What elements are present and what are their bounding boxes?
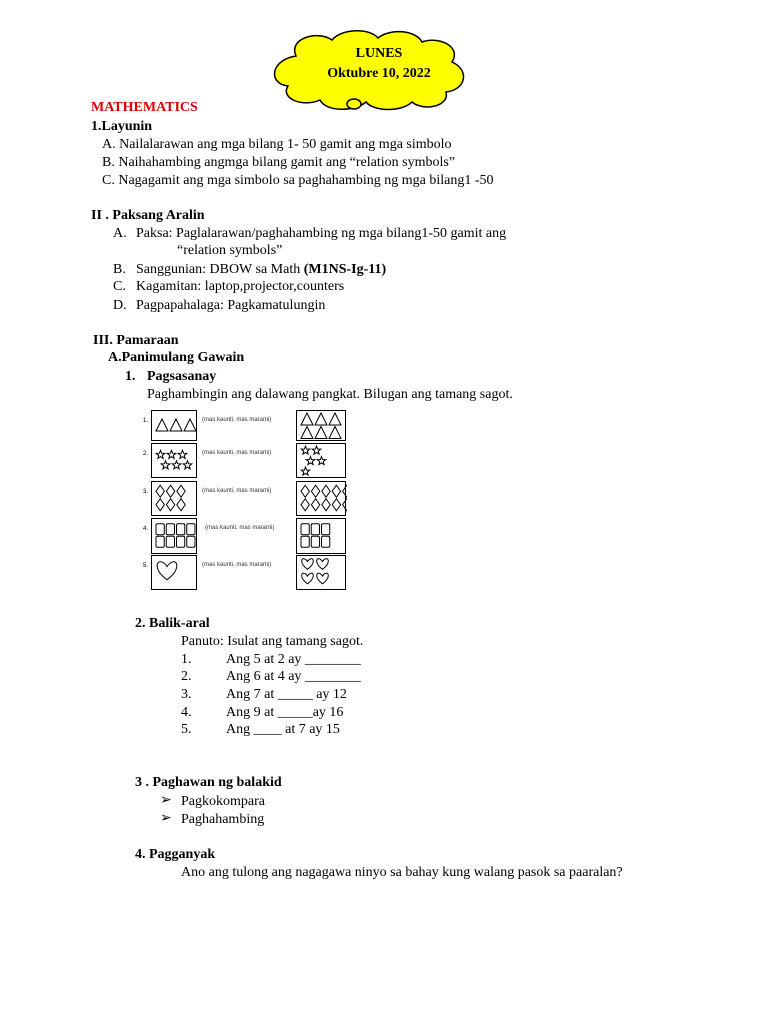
worksheet-row-number: 5. bbox=[143, 563, 149, 569]
worksheet-row-number: 4. bbox=[143, 526, 149, 532]
paksa-continuation: “relation symbols” bbox=[177, 243, 283, 258]
triangle-shape bbox=[301, 427, 313, 439]
shape-group-box bbox=[151, 410, 197, 441]
diamond-shape bbox=[322, 485, 330, 497]
paghawan-item: Paghahambing bbox=[181, 812, 265, 827]
day-label: LUNES bbox=[355, 46, 403, 61]
cylinder-shape bbox=[322, 524, 330, 535]
shape-group-box bbox=[296, 518, 346, 554]
cylinder-shape bbox=[187, 524, 195, 535]
diamond-shape bbox=[311, 499, 319, 511]
cylinder-shape bbox=[156, 536, 164, 547]
answer-choices[interactable]: (mas kaunti, mas marami) bbox=[202, 417, 272, 423]
triangle-shape bbox=[184, 419, 196, 431]
balik-aral-num: 4. bbox=[181, 705, 192, 720]
diamond-shape bbox=[343, 499, 347, 511]
layunin-item: A. Nailalarawan ang mga bilang 1- 50 gamit ang mga simbolo bbox=[102, 137, 452, 152]
star-shape bbox=[301, 446, 310, 454]
date-label: Oktubre 10, 2022 bbox=[327, 66, 431, 81]
shape-group-svg bbox=[152, 556, 198, 591]
cylinder-shape bbox=[166, 536, 174, 547]
star-shape bbox=[301, 467, 310, 475]
shape-group-box bbox=[296, 555, 346, 590]
balik-aral-item: Ang 9 at _____ay 16 bbox=[226, 705, 344, 720]
worksheet-row-number: 2. bbox=[143, 451, 149, 457]
diamond-shape bbox=[343, 485, 347, 497]
heart-shape bbox=[302, 559, 314, 570]
paghawan-heading: 3 . Paghawan ng balakid bbox=[135, 775, 282, 790]
shape-group-box bbox=[151, 555, 197, 590]
diamond-shape bbox=[332, 485, 340, 497]
worksheet-row-number: 1. bbox=[143, 418, 149, 424]
answer-choices[interactable]: (mas kaunti, mas marami) bbox=[202, 488, 272, 494]
answer-choices[interactable]: (mas kaunti, mas marami) bbox=[202, 450, 272, 456]
worksheet-row-number: 3. bbox=[143, 489, 149, 495]
pagsasanay-heading: Pagsasanay bbox=[147, 369, 217, 384]
triangle-shape bbox=[301, 413, 313, 425]
sanggunian-label: Sanggunian: DBOW sa Math bbox=[136, 262, 304, 277]
diamond-shape bbox=[156, 485, 164, 497]
cylinder-shape bbox=[301, 536, 309, 547]
cylinder-shape bbox=[177, 536, 185, 547]
heart-shape bbox=[317, 559, 329, 570]
diamond-shape bbox=[156, 499, 164, 511]
answer-choices[interactable]: (mas kaunti, mas marami) bbox=[202, 562, 272, 568]
triangle-shape bbox=[315, 413, 327, 425]
balik-aral-instruction: Panuto: Isulat ang tamang sagot. bbox=[181, 634, 364, 649]
layunin-heading: 1.Layunin bbox=[91, 119, 153, 134]
paghawan-item: Pagkokompara bbox=[181, 794, 265, 809]
cylinder-shape bbox=[301, 524, 309, 535]
shape-group-svg bbox=[152, 411, 198, 442]
star-shape bbox=[306, 457, 315, 465]
balik-aral-item: Ang 6 at 4 ay ________ bbox=[226, 669, 361, 684]
shape-group-svg bbox=[297, 411, 347, 442]
shape-group-svg bbox=[297, 556, 347, 591]
triangle-shape bbox=[329, 413, 341, 425]
shape-group-box bbox=[151, 518, 197, 554]
sanggunian-code: (M1NS-Ig-11) bbox=[303, 262, 387, 277]
balik-aral-item: Ang ____ at 7 ay 15 bbox=[226, 722, 340, 737]
star-shape bbox=[312, 446, 321, 454]
heart-shape bbox=[317, 573, 329, 584]
panimulang-gawain-heading: A.Panimulang Gawain bbox=[108, 350, 245, 365]
star-shape bbox=[183, 461, 192, 469]
star-shape bbox=[167, 450, 176, 458]
shape-group-box bbox=[151, 443, 197, 478]
diamond-shape bbox=[177, 485, 185, 497]
pagpapahalaga-text: Pagpapahalaga: Pagkamatulungin bbox=[136, 298, 326, 313]
cylinder-shape bbox=[166, 524, 174, 535]
star-shape bbox=[317, 457, 326, 465]
shape-group-svg bbox=[297, 444, 347, 479]
star-shape bbox=[178, 450, 187, 458]
star-shape bbox=[172, 461, 181, 469]
cylinder-shape bbox=[311, 524, 319, 535]
heart-shape bbox=[157, 562, 177, 580]
pagganyak-question: Ano ang tulong ang nagagawa ninyo sa bahay kung walang pasok sa paaralan? bbox=[181, 865, 623, 880]
diamond-shape bbox=[166, 499, 174, 511]
star-shape bbox=[156, 450, 165, 458]
layunin-item: C. Nagagamit ang mga simbolo sa paghahambing ng mga bilang1 -50 bbox=[102, 173, 494, 188]
cylinder-shape bbox=[311, 536, 319, 547]
kagamitan-letter: C. bbox=[113, 279, 126, 294]
diamond-shape bbox=[301, 499, 309, 511]
arrow-bullet-icon: ➢ bbox=[160, 793, 172, 808]
shape-group-svg bbox=[152, 444, 198, 479]
shape-group-svg bbox=[297, 519, 347, 555]
triangle-shape bbox=[170, 419, 182, 431]
cylinder-shape bbox=[187, 536, 195, 547]
diamond-shape bbox=[301, 485, 309, 497]
paksa-text: Paksa: Paglalarawan/paghahambing ng mga bilang1-50 gamit ang bbox=[136, 226, 507, 241]
paksang-aralin-heading: II . Paksang Aralin bbox=[91, 208, 205, 223]
balik-aral-num: 1. bbox=[181, 652, 192, 667]
diamond-shape bbox=[166, 485, 174, 497]
pagpapahalaga-letter: D. bbox=[113, 298, 127, 313]
balik-aral-item: Ang 5 at 2 ay ________ bbox=[226, 652, 361, 667]
triangle-shape bbox=[329, 427, 341, 439]
pamaraan-heading: III. Pamaraan bbox=[93, 333, 179, 348]
kagamitan-text: Kagamitan: laptop,projector,counters bbox=[136, 279, 345, 294]
pagsasanay-number: 1. bbox=[125, 369, 136, 384]
cylinder-shape bbox=[177, 524, 185, 535]
balik-aral-num: 5. bbox=[181, 722, 192, 737]
cylinder-shape bbox=[322, 536, 330, 547]
shape-group-svg bbox=[152, 519, 198, 555]
pagsasanay-instruction: Paghambingin ang dalawang pangkat. Bilugan ang tamang sagot. bbox=[147, 387, 513, 402]
paksa-letter: A. bbox=[113, 226, 127, 241]
diamond-shape bbox=[311, 485, 319, 497]
layunin-item: B. Naihahambing angmga bilang gamit ang “relation symbols” bbox=[102, 155, 456, 170]
shape-group-svg bbox=[152, 482, 198, 517]
arrow-bullet-icon: ➢ bbox=[160, 811, 172, 826]
shape-group-box bbox=[296, 410, 346, 441]
sanggunian-letter: B. bbox=[113, 262, 126, 277]
star-shape bbox=[161, 461, 170, 469]
shape-group-box bbox=[296, 481, 346, 516]
diamond-shape bbox=[322, 499, 330, 511]
balik-aral-heading: 2. Balik-aral bbox=[135, 616, 210, 631]
subject-title: MATHEMATICS bbox=[91, 100, 198, 115]
shape-group-svg bbox=[297, 482, 347, 517]
heart-shape bbox=[302, 573, 314, 584]
balik-aral-num: 2. bbox=[181, 669, 192, 684]
triangle-shape bbox=[315, 427, 327, 439]
pagganyak-heading: 4. Pagganyak bbox=[135, 847, 216, 862]
diamond-shape bbox=[177, 499, 185, 511]
answer-choices[interactable]: (mas kaunti, mas marami) bbox=[205, 525, 275, 531]
diamond-shape bbox=[332, 499, 340, 511]
triangle-shape bbox=[156, 419, 168, 431]
shape-group-box bbox=[151, 481, 197, 516]
balik-aral-num: 3. bbox=[181, 687, 192, 702]
shape-group-box bbox=[296, 443, 346, 478]
cylinder-shape bbox=[156, 524, 164, 535]
balik-aral-item: Ang 7 at _____ ay 12 bbox=[226, 687, 347, 702]
sanggunian-text bbox=[136, 261, 386, 278]
